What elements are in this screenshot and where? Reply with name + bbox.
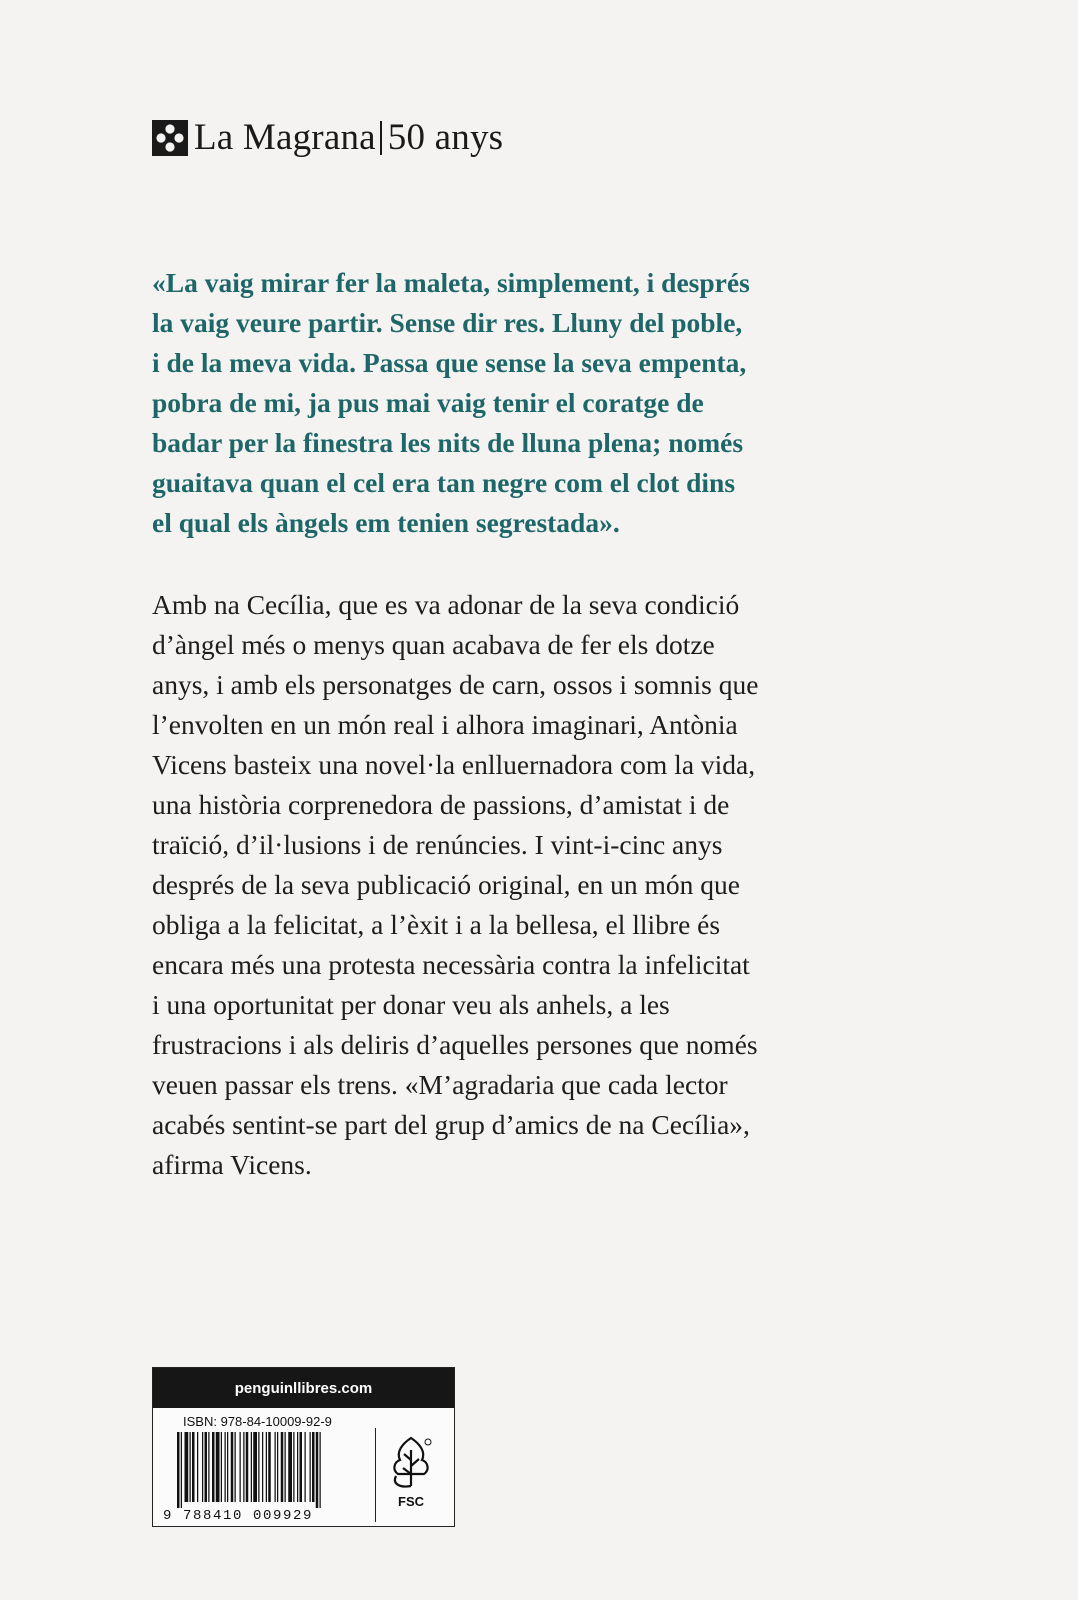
barcode-bar	[253, 1432, 257, 1502]
barcode-bar	[266, 1432, 267, 1502]
quote-line: pobra de mi, ja pus mai vaig tenir el coratge de	[152, 387, 704, 418]
body-line: anys, i amb els personatges de carn, ossos i somnis que	[152, 669, 759, 700]
barcode-bar	[312, 1432, 315, 1502]
barcode-bar	[288, 1432, 292, 1502]
anniversary-label: 50 anys	[387, 117, 504, 158]
body-line: d’àngel més o menys quan acabava de fer els dotze	[152, 629, 715, 660]
barcode-bar	[300, 1432, 303, 1502]
barcode-bar	[268, 1432, 271, 1502]
barcode-bar	[251, 1432, 252, 1502]
website-label: penguinllibres.com	[234, 1379, 373, 1397]
body-line: encara més una protesta necessària contra la infelicitat	[152, 949, 750, 980]
barcode-bar	[221, 1432, 222, 1502]
body-line: una història corprenedora de passions, d’amistat i de	[152, 789, 730, 820]
quote-line: el qual els àngels em tenien segrestada».	[152, 507, 620, 538]
barcode-bar	[212, 1432, 215, 1502]
pomegranate-dots-logo-icon	[152, 120, 188, 156]
barcode-bar	[181, 1432, 182, 1508]
barcode-bar	[185, 1432, 189, 1502]
barcode-bar	[225, 1432, 226, 1502]
body-line: l’envolten en un món real i alhora imaginari, Antònia	[152, 709, 738, 740]
website-band	[153, 1368, 454, 1408]
body-line: frustracions i als deliris d’aquelles persones que només	[152, 1029, 758, 1060]
barcode-bar	[277, 1432, 278, 1502]
quote-line: badar per la finestra les nits de lluna plena; només	[152, 427, 744, 458]
body-line: acabés sentint-se part del grup d’amics de na Cecília»,	[152, 1109, 750, 1140]
quote-line: guaitava quan el cel era tan negre com el clot dins	[152, 467, 736, 498]
barcode-bar	[275, 1432, 276, 1502]
barcode-bar	[285, 1432, 286, 1502]
barcode-bar	[202, 1432, 203, 1502]
body-line: traïció, d’il·lusions i de renúncies. I vint-i-cinc anys	[152, 829, 723, 860]
barcode-bars	[175, 1432, 365, 1510]
barcode-bar	[258, 1432, 259, 1502]
publisher-brand	[152, 116, 503, 159]
barcode-bar	[231, 1432, 234, 1502]
body-line: veuen passar els trens. «M’agradaria que cada lector	[152, 1069, 728, 1100]
body-line: Amb na Cecília, que es va adonar de la seva condició	[152, 589, 740, 620]
barcode-panel	[152, 1367, 455, 1527]
barcode-bar	[281, 1432, 284, 1502]
brand-divider	[380, 121, 382, 155]
quote-line: la vaig veure partir. Sense dir res. Lluny del poble,	[152, 307, 743, 338]
fsc-label: FSC	[398, 1494, 424, 1509]
body-line: després de la seva publicació original, en un món que	[152, 869, 741, 900]
barcode-bar	[320, 1432, 321, 1508]
barcode-bar	[293, 1432, 294, 1502]
barcode-bar	[310, 1432, 311, 1502]
publisher-name: La Magrana	[194, 117, 376, 158]
barcode-bar	[246, 1432, 249, 1502]
barcode-bar	[192, 1432, 195, 1502]
blurb-quote	[152, 263, 872, 543]
blurb-body	[152, 585, 872, 1185]
fsc-certification	[375, 1428, 446, 1522]
barcode-bar	[197, 1432, 198, 1502]
barcode-bar	[316, 1432, 319, 1508]
body-line: Vicens basteix una novel·la enlluernadora com la vida,	[152, 749, 756, 780]
isbn-label: ISBN: 978-84-10009-92-9	[183, 1414, 332, 1429]
ean-digits: 9 788410 009929	[163, 1508, 314, 1524]
barcode-bar	[297, 1432, 298, 1502]
body-line: i una oportunitat per donar veu als anhels, a les	[152, 989, 670, 1020]
barcode-bar	[305, 1432, 306, 1502]
quote-line: i de la meva vida. Passa que sense la seva empenta,	[152, 347, 747, 378]
quote-line: «La vaig mirar fer la maleta, simplement, i després	[152, 267, 750, 298]
fsc-tree-icon	[376, 1430, 446, 1492]
barcode-bar	[177, 1432, 180, 1508]
barcode-bar	[216, 1432, 220, 1502]
body-line: afirma Vicens.	[152, 1149, 312, 1180]
barcode-bar	[262, 1432, 263, 1502]
barcode-bar	[235, 1432, 236, 1502]
barcode-bar	[240, 1432, 241, 1502]
barcode-bar	[208, 1432, 209, 1502]
body-line: obliga a la felicitat, a l’èxit i a la bellesa, el llibre és	[152, 909, 721, 940]
barcode-bar	[205, 1432, 208, 1502]
barcode-bar	[227, 1432, 228, 1502]
barcode-bar	[190, 1432, 191, 1502]
barcode-bar	[243, 1432, 244, 1502]
